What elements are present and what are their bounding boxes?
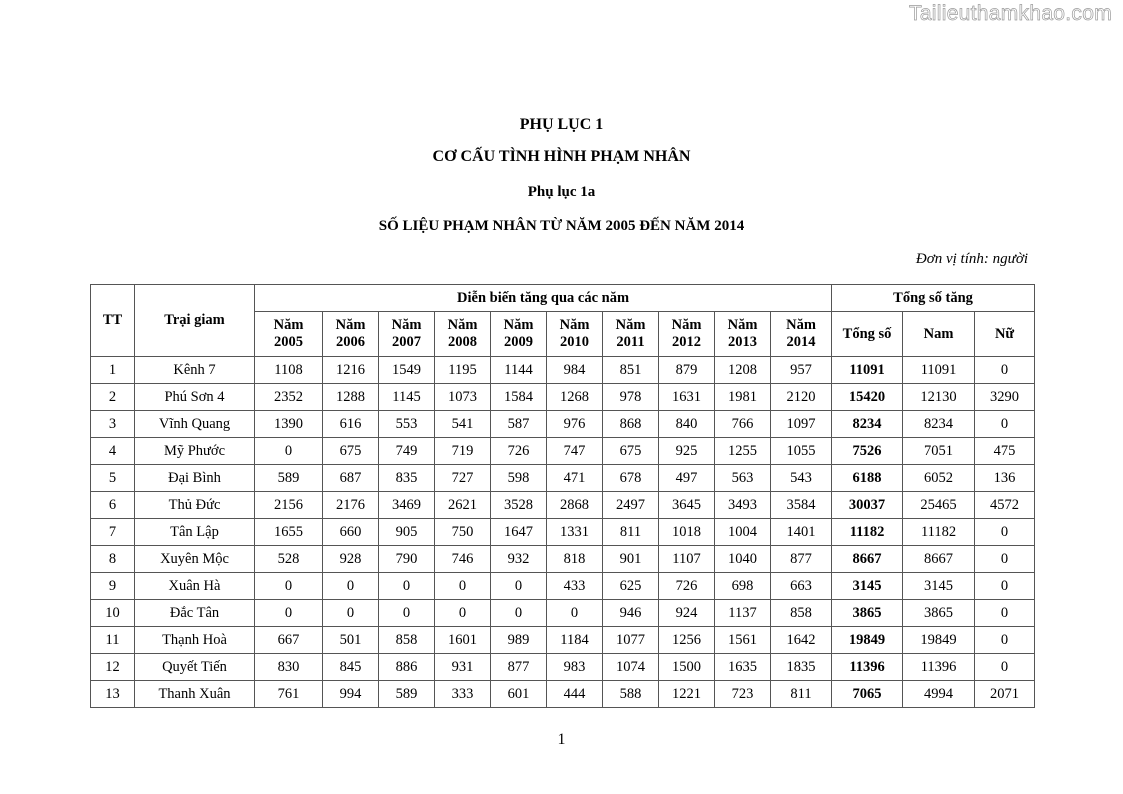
- cell-year-value: 984: [547, 357, 603, 384]
- cell-tt: 3: [91, 411, 135, 438]
- cell-year-value: 723: [715, 681, 771, 708]
- cell-year-value: 1601: [435, 627, 491, 654]
- cell-year-value: 811: [603, 519, 659, 546]
- unit-note: Đơn vị tính: người: [915, 251, 1028, 267]
- header-tt: TT: [91, 285, 135, 357]
- cell-year-value: 1981: [715, 384, 771, 411]
- cell-year-value: 1835: [771, 654, 832, 681]
- cell-year-value: 1097: [771, 411, 832, 438]
- cell-year-value: 761: [255, 681, 323, 708]
- header-year-value: 2007: [392, 334, 421, 350]
- table-row: [91, 627, 1035, 654]
- cell-year-value: 0: [435, 573, 491, 600]
- cell-year-value: 726: [659, 573, 715, 600]
- cell-year-value: 1216: [323, 357, 379, 384]
- cell-year-value: 444: [547, 681, 603, 708]
- cell-year-value: 471: [547, 465, 603, 492]
- cell-tt: 7: [91, 519, 135, 546]
- cell-tt: 2: [91, 384, 135, 411]
- watermark: Tailieuthamkhao.com: [909, 2, 1112, 25]
- header-year: [659, 312, 715, 357]
- cell-year-value: 675: [603, 438, 659, 465]
- cell-year-value: 886: [379, 654, 435, 681]
- cell-year-value: 978: [603, 384, 659, 411]
- structure-title: CƠ CẤU TÌNH HÌNH PHẠM NHÂN: [432, 148, 691, 165]
- cell-year-value: 818: [547, 546, 603, 573]
- header-year: [255, 312, 323, 357]
- header-year: [379, 312, 435, 357]
- cell-year-value: 1208: [715, 357, 771, 384]
- cell-total: 19849: [832, 627, 903, 654]
- header-growth-group: Diễn biến tăng qua các năm: [255, 285, 832, 312]
- cell-year-value: 3645: [659, 492, 715, 519]
- cell-year-value: 1184: [547, 627, 603, 654]
- header-female: Nữ: [975, 312, 1035, 357]
- cell-male: 12130: [903, 384, 975, 411]
- cell-tt: 13: [91, 681, 135, 708]
- header-year-label: Năm: [727, 317, 758, 333]
- cell-year-value: 1144: [491, 357, 547, 384]
- header-year-value: 2010: [560, 334, 589, 350]
- header-year: [603, 312, 659, 357]
- cell-year-value: 946: [603, 600, 659, 627]
- cell-tt: 1: [91, 357, 135, 384]
- cell-year-value: 678: [603, 465, 659, 492]
- cell-total: 7526: [832, 438, 903, 465]
- cell-female: 0: [975, 600, 1035, 627]
- cell-year-value: 587: [491, 411, 547, 438]
- cell-year-value: 1561: [715, 627, 771, 654]
- cell-male: 3865: [903, 600, 975, 627]
- prisoner-data-table: [90, 284, 1035, 708]
- cell-year-value: 1221: [659, 681, 715, 708]
- cell-year-value: 1401: [771, 519, 832, 546]
- cell-male: 11396: [903, 654, 975, 681]
- cell-year-value: 925: [659, 438, 715, 465]
- cell-year-value: 0: [379, 600, 435, 627]
- cell-year-value: 1077: [603, 627, 659, 654]
- header-year: [547, 312, 603, 357]
- cell-male: 11091: [903, 357, 975, 384]
- cell-year-value: 901: [603, 546, 659, 573]
- cell-year-value: 1145: [379, 384, 435, 411]
- cell-year-value: 589: [255, 465, 323, 492]
- cell-year-value: 1255: [715, 438, 771, 465]
- cell-male: 4994: [903, 681, 975, 708]
- cell-year-value: 1256: [659, 627, 715, 654]
- cell-year-value: 1390: [255, 411, 323, 438]
- header-year-value: 2009: [504, 334, 533, 350]
- cell-year-value: 1642: [771, 627, 832, 654]
- header-year-value: 2014: [786, 334, 816, 350]
- data-title: SỐ LIỆU PHẠM NHÂN TỪ NĂM 2005 ĐẾN NĂM 2014: [378, 218, 745, 234]
- cell-total: 30037: [832, 492, 903, 519]
- appendix-title: PHỤ LỤC 1: [519, 116, 604, 133]
- cell-year-value: 750: [435, 519, 491, 546]
- sub-appendix-title: Phụ lục 1a: [527, 184, 596, 200]
- cell-year-value: 589: [379, 681, 435, 708]
- cell-year-value: 1631: [659, 384, 715, 411]
- cell-year-value: 660: [323, 519, 379, 546]
- cell-year-value: 1655: [255, 519, 323, 546]
- cell-year-value: 667: [255, 627, 323, 654]
- cell-year-value: 0: [323, 600, 379, 627]
- cell-year-value: 1004: [715, 519, 771, 546]
- header-year-label: Năm: [786, 317, 816, 333]
- cell-year-value: 957: [771, 357, 832, 384]
- header-total: Tổng số: [832, 312, 903, 357]
- cell-tt: 9: [91, 573, 135, 600]
- cell-camp: Thủ Đức: [135, 492, 255, 519]
- table-row: [91, 438, 1035, 465]
- cell-year-value: 924: [659, 600, 715, 627]
- cell-year-value: 1584: [491, 384, 547, 411]
- cell-camp: Vĩnh Quang: [135, 411, 255, 438]
- table-row: [91, 600, 1035, 627]
- cell-year-value: 0: [379, 573, 435, 600]
- table-row: [91, 492, 1035, 519]
- cell-year-value: 497: [659, 465, 715, 492]
- header-year-value: 2011: [616, 334, 645, 350]
- cell-camp: Phú Sơn 4: [135, 384, 255, 411]
- cell-camp: Đắc Tân: [135, 600, 255, 627]
- cell-female: 0: [975, 357, 1035, 384]
- cell-year-value: 1055: [771, 438, 832, 465]
- header-year-value: 2006: [336, 334, 365, 350]
- cell-year-value: 1018: [659, 519, 715, 546]
- table-row: [91, 384, 1035, 411]
- table-row: [91, 519, 1035, 546]
- cell-year-value: 811: [771, 681, 832, 708]
- cell-year-value: 1635: [715, 654, 771, 681]
- header-year: [491, 312, 547, 357]
- cell-year-value: 687: [323, 465, 379, 492]
- header-year: [435, 312, 491, 357]
- cell-year-value: 3528: [491, 492, 547, 519]
- cell-tt: 12: [91, 654, 135, 681]
- cell-year-value: 0: [255, 438, 323, 465]
- cell-female: 3290: [975, 384, 1035, 411]
- cell-year-value: 625: [603, 573, 659, 600]
- cell-year-value: 1074: [603, 654, 659, 681]
- cell-male: 6052: [903, 465, 975, 492]
- cell-tt: 4: [91, 438, 135, 465]
- header-row-1: [91, 285, 1035, 312]
- cell-male: 8667: [903, 546, 975, 573]
- cell-total: 3145: [832, 573, 903, 600]
- header-year-value: 2012: [672, 334, 701, 350]
- cell-camp: Thanh Xuân: [135, 681, 255, 708]
- cell-total: 7065: [832, 681, 903, 708]
- cell-year-value: 0: [255, 573, 323, 600]
- cell-camp: Tân Lập: [135, 519, 255, 546]
- cell-female: 0: [975, 411, 1035, 438]
- cell-year-value: 1107: [659, 546, 715, 573]
- cell-year-value: 845: [323, 654, 379, 681]
- cell-year-value: 675: [323, 438, 379, 465]
- cell-year-value: 877: [771, 546, 832, 573]
- cell-year-value: 766: [715, 411, 771, 438]
- cell-camp: Xuyên Mộc: [135, 546, 255, 573]
- header-year-value: 2005: [274, 334, 303, 350]
- header-year-label: Năm: [615, 317, 646, 333]
- cell-year-value: 2497: [603, 492, 659, 519]
- cell-year-value: 879: [659, 357, 715, 384]
- cell-female: 4572: [975, 492, 1035, 519]
- cell-year-value: 698: [715, 573, 771, 600]
- cell-year-value: 1195: [435, 357, 491, 384]
- cell-year-value: 553: [379, 411, 435, 438]
- cell-year-value: 501: [323, 627, 379, 654]
- cell-total: 8234: [832, 411, 903, 438]
- cell-year-value: 905: [379, 519, 435, 546]
- cell-year-value: 2156: [255, 492, 323, 519]
- cell-year-value: 726: [491, 438, 547, 465]
- cell-tt: 6: [91, 492, 135, 519]
- cell-female: 0: [975, 546, 1035, 573]
- cell-year-value: 994: [323, 681, 379, 708]
- cell-year-value: 727: [435, 465, 491, 492]
- cell-year-value: 1040: [715, 546, 771, 573]
- cell-year-value: 2621: [435, 492, 491, 519]
- header-year-label: Năm: [671, 317, 702, 333]
- cell-year-value: 433: [547, 573, 603, 600]
- cell-year-value: 746: [435, 546, 491, 573]
- cell-camp: Kênh 7: [135, 357, 255, 384]
- cell-male: 3145: [903, 573, 975, 600]
- cell-year-value: 0: [547, 600, 603, 627]
- cell-year-value: 0: [323, 573, 379, 600]
- cell-male: 25465: [903, 492, 975, 519]
- cell-female: 0: [975, 627, 1035, 654]
- cell-year-value: 835: [379, 465, 435, 492]
- cell-year-value: 749: [379, 438, 435, 465]
- cell-year-value: 983: [547, 654, 603, 681]
- cell-tt: 11: [91, 627, 135, 654]
- cell-year-value: 2352: [255, 384, 323, 411]
- cell-year-value: 851: [603, 357, 659, 384]
- header-year-label: Năm: [503, 317, 534, 333]
- header-year-value: 2008: [448, 334, 477, 350]
- cell-year-value: 2176: [323, 492, 379, 519]
- cell-year-value: 1073: [435, 384, 491, 411]
- cell-tt: 10: [91, 600, 135, 627]
- cell-year-value: 1549: [379, 357, 435, 384]
- cell-year-value: 1268: [547, 384, 603, 411]
- cell-year-value: 877: [491, 654, 547, 681]
- cell-female: 0: [975, 573, 1035, 600]
- table-row: [91, 681, 1035, 708]
- table-row: [91, 546, 1035, 573]
- cell-year-value: 0: [435, 600, 491, 627]
- table-row: [91, 411, 1035, 438]
- cell-camp: Đại Bình: [135, 465, 255, 492]
- cell-tt: 8: [91, 546, 135, 573]
- cell-year-value: 976: [547, 411, 603, 438]
- cell-year-value: 2120: [771, 384, 832, 411]
- cell-total: 8667: [832, 546, 903, 573]
- page-number: 1: [557, 731, 566, 748]
- cell-year-value: 868: [603, 411, 659, 438]
- header-year: [771, 312, 832, 357]
- cell-female: 136: [975, 465, 1035, 492]
- cell-year-value: 830: [255, 654, 323, 681]
- cell-female: 0: [975, 654, 1035, 681]
- cell-year-value: 2868: [547, 492, 603, 519]
- cell-year-value: 528: [255, 546, 323, 573]
- cell-year-value: 0: [255, 600, 323, 627]
- cell-camp: Thạnh Hoà: [135, 627, 255, 654]
- cell-year-value: 1331: [547, 519, 603, 546]
- table-row: [91, 573, 1035, 600]
- cell-year-value: 1108: [255, 357, 323, 384]
- table-row: [91, 357, 1035, 384]
- header-year-label: Năm: [273, 317, 304, 333]
- cell-total: 3865: [832, 600, 903, 627]
- cell-camp: Mỹ Phước: [135, 438, 255, 465]
- cell-male: 19849: [903, 627, 975, 654]
- cell-year-value: 541: [435, 411, 491, 438]
- cell-male: 11182: [903, 519, 975, 546]
- cell-camp: Quyết Tiến: [135, 654, 255, 681]
- cell-year-value: 3584: [771, 492, 832, 519]
- cell-year-value: 1647: [491, 519, 547, 546]
- cell-total: 11182: [832, 519, 903, 546]
- cell-total: 15420: [832, 384, 903, 411]
- cell-year-value: 858: [771, 600, 832, 627]
- header-year-label: Năm: [391, 317, 422, 333]
- cell-year-value: 543: [771, 465, 832, 492]
- cell-total: 6188: [832, 465, 903, 492]
- cell-female: 475: [975, 438, 1035, 465]
- cell-year-value: 931: [435, 654, 491, 681]
- cell-female: 2071: [975, 681, 1035, 708]
- header-male: Nam: [903, 312, 975, 357]
- table-row: [91, 465, 1035, 492]
- table-row: [91, 654, 1035, 681]
- cell-year-value: 932: [491, 546, 547, 573]
- cell-year-value: 601: [491, 681, 547, 708]
- header-year-label: Năm: [447, 317, 478, 333]
- cell-year-value: 790: [379, 546, 435, 573]
- cell-year-value: 1500: [659, 654, 715, 681]
- cell-year-value: 663: [771, 573, 832, 600]
- cell-year-value: 563: [715, 465, 771, 492]
- cell-total: 11091: [832, 357, 903, 384]
- cell-year-value: 0: [491, 573, 547, 600]
- cell-female: 0: [975, 519, 1035, 546]
- cell-tt: 5: [91, 465, 135, 492]
- cell-camp: Xuân Hà: [135, 573, 255, 600]
- header-year: [323, 312, 379, 357]
- cell-year-value: 1288: [323, 384, 379, 411]
- cell-year-value: 928: [323, 546, 379, 573]
- header-year-label: Năm: [559, 317, 590, 333]
- cell-year-value: 616: [323, 411, 379, 438]
- cell-year-value: 747: [547, 438, 603, 465]
- cell-year-value: 719: [435, 438, 491, 465]
- header-year: [715, 312, 771, 357]
- cell-year-value: 989: [491, 627, 547, 654]
- header-year-label: Năm: [335, 317, 366, 333]
- cell-male: 7051: [903, 438, 975, 465]
- cell-year-value: 3469: [379, 492, 435, 519]
- table-body: [91, 357, 1035, 708]
- header-year-value: 2013: [728, 334, 757, 350]
- cell-year-value: 840: [659, 411, 715, 438]
- cell-year-value: 588: [603, 681, 659, 708]
- cell-year-value: 1137: [715, 600, 771, 627]
- cell-total: 11396: [832, 654, 903, 681]
- cell-year-value: 3493: [715, 492, 771, 519]
- header-camp: Trại giam: [135, 285, 255, 357]
- cell-year-value: 333: [435, 681, 491, 708]
- cell-year-value: 0: [491, 600, 547, 627]
- cell-year-value: 858: [379, 627, 435, 654]
- cell-year-value: 598: [491, 465, 547, 492]
- header-total-group: Tổng số tăng: [832, 285, 1035, 312]
- cell-male: 8234: [903, 411, 975, 438]
